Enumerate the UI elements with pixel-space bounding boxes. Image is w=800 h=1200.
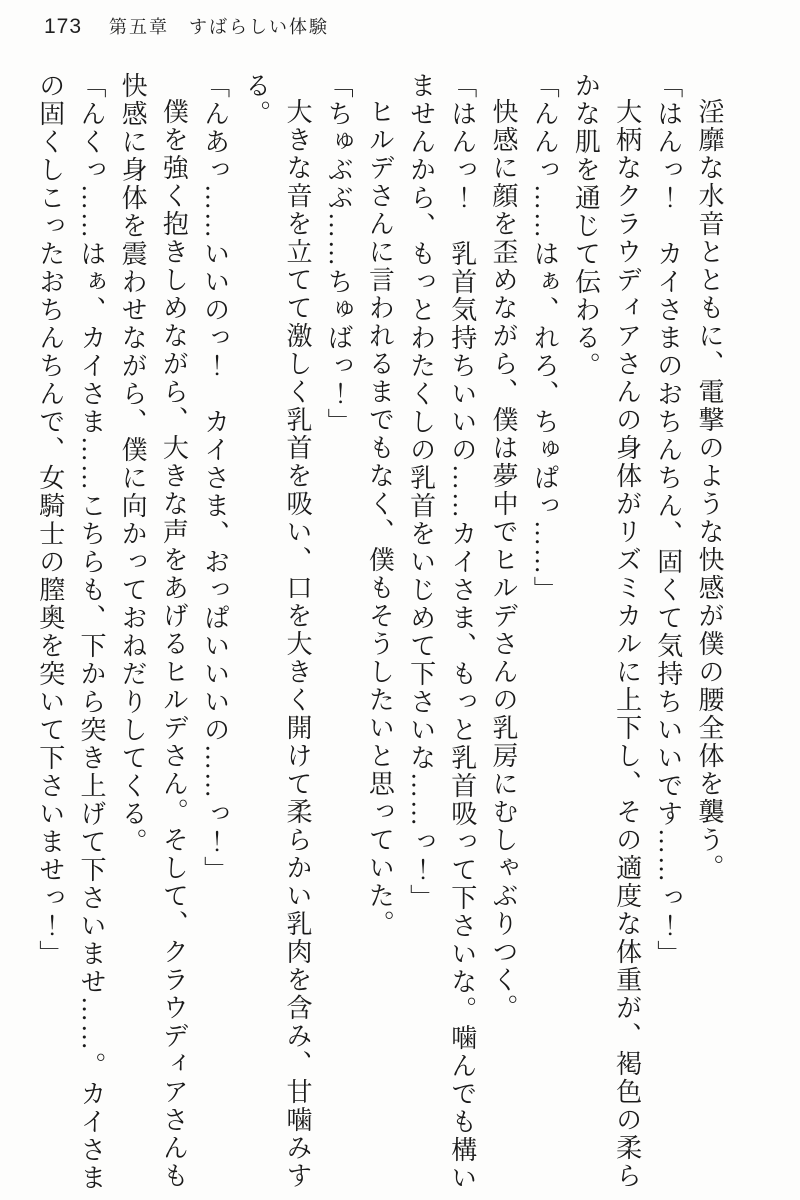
page-number: 173 [44,15,83,38]
chapter-title: 第五章 すばらしい体験 [109,17,330,37]
paragraph-narration: 淫靡な水音とともに、電撃のような快感が僕の腰全体を襲う。 [695,98,724,882]
paragraph-dialogue: 「はんっ！ 乳首気持ちいいの……カイさま、もっと乳首吸って下さいな。噛んでも構いませんから、もっとわたくしの乳首をいじめて下さいな……っ！」 [406,72,477,1192]
paragraph-narration: 快感に顔を歪めながら、僕は夢中でヒルデさんの乳房にむしゃぶりつく。 [488,98,518,1022]
paragraph-dialogue: 「んくっ……はぁ、カイさま……こちらも、下から突き上げて下さいませ……。カイさまの固くしこったおちんちんで、女騎士の膣奥を突いて下さいませっ！」 [35,72,106,1192]
paragraph-dialogue: 「ちゅぶぶ……ちゅばっ！」 [324,72,354,436]
paragraph-narration: 大きな音を立てて激しく乳首を吸い、口を大きく開けて柔らかい乳肉を含み、甘噛みする。 [241,72,312,1190]
paragraph-dialogue: 「んんっ……はぁ、れろ、ちゅぱっ……」 [530,72,560,604]
page-header [44,13,329,39]
paragraph-narration: ヒルデさんに言われるまでもなく、僕もそうしたいと思っていた。 [365,98,395,938]
paragraph-dialogue: 「んあっ……いいのっ！ カイさま、おっぱいいいの……っ！」 [200,72,230,884]
paragraph-dialogue: 「はんっ！ カイさまのおちんちん、固くて気持ちいいです……っ！」 [653,72,683,968]
paragraph-narration: 僕を強く抱きしめながら、大きな声をあげるヒルデさん。そして、クラウディアさんも快感に身体を震わせながら、僕に向かっておねだりしてくる。 [118,72,189,1190]
paragraph-narration: 大柄なクラウディアさんの身体がリズミカルに上下し、その適度な体重が、褐色の柔らかな肌を通じて伝わる。 [571,72,642,1190]
body-text [30,72,730,1195]
